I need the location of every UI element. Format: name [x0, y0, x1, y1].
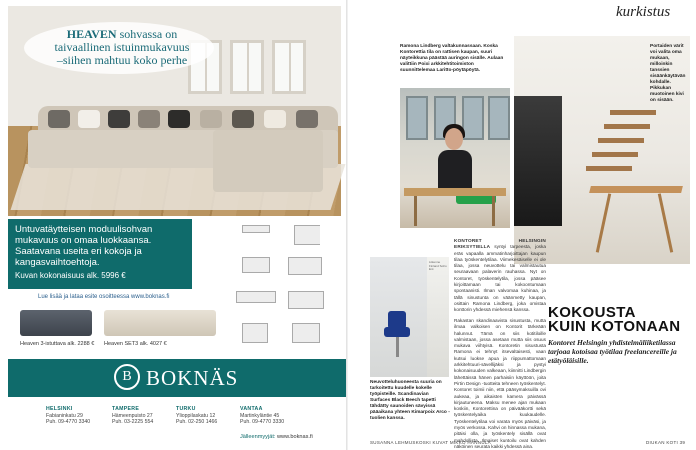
headline-line1: KOKOUSTA — [548, 304, 636, 321]
pillow — [108, 110, 130, 128]
photo-window — [406, 96, 428, 140]
store-address: Ylioppilaskatu 12 — [176, 412, 216, 419]
pillow — [138, 110, 160, 128]
desk-leg — [414, 196, 417, 226]
layout-diagram — [294, 225, 320, 245]
pillow — [296, 110, 318, 128]
headline-line2: KUIN KOTONAAN — [548, 318, 681, 335]
store-city: HELSINKI — [46, 406, 73, 412]
desk-leg — [492, 196, 495, 226]
article-credits: SUSANNA LEHMUSKOSKI KUVAT MIKKO HANNULA — [370, 440, 491, 445]
office-photo — [400, 88, 510, 228]
right-page-article — [348, 0, 696, 450]
store-address: Hämeenpuisto 27 — [112, 412, 153, 419]
photo-caption-office: Ramona Lindberg valtakunnassaan. Koska Kontorettia tila on rattisen kaupan, suuri näyteikkuna päästää auringon sisälle. Aulaan valittiin Poixi arkkitehtitoimiston suunnittelemaa Laritto-pöytäpöytä. — [400, 44, 504, 73]
article-lead-in: KONTORET HELSINGIN ERIKSYTIELLA — [454, 238, 546, 250]
retailer-link[interactable] — [240, 434, 313, 440]
layout-diagram — [292, 323, 320, 343]
layout-diagram — [288, 291, 324, 309]
article-headline — [548, 306, 680, 334]
table-leg — [596, 193, 611, 252]
store-city: TURKU — [176, 406, 196, 412]
ad-headline-line1: sohvassa on — [116, 27, 178, 41]
ad-price: Kuvan kokonaisuus alk. 5996 € — [15, 271, 126, 280]
store-address: Fabianinkatu 29 — [46, 412, 83, 419]
store-entry — [46, 406, 112, 426]
table-leg — [658, 193, 673, 252]
article-column-1 — [454, 238, 546, 314]
signage-photo — [427, 257, 449, 377]
ad-headline — [28, 28, 216, 67]
pillow — [78, 110, 100, 128]
store-entry — [176, 406, 242, 426]
pillow — [264, 110, 286, 128]
layout-diagram — [242, 225, 270, 233]
person-head — [445, 128, 463, 150]
photo-caption-chair: Neuvotteluhuoneesta suuria on tarkoitettu kuudelle kokelle työpisteille. Scandinavian Surfaces Black Beech tapetti tähdätty saunoiden sävyissä pääaikana yhteen Kimarpoix Arco -tuolien kanssa. — [370, 380, 450, 421]
sign-text: Liikenne Finland SoFo Ent — [429, 260, 447, 272]
photo-window — [462, 96, 484, 140]
product-sofa-light — [104, 310, 216, 336]
photo-window — [272, 40, 306, 94]
ad-text-box — [8, 219, 192, 289]
dark-wall-panel — [514, 96, 562, 226]
retailer-label: Jälleenmyyjät: — [240, 434, 276, 440]
layout-diagram — [242, 323, 268, 343]
store-phone: Puh. 03-2225 554 — [112, 419, 154, 426]
chair-stem — [396, 337, 399, 357]
article-column-2: Rakastan skandinaavista sisustusta, mutta ilmaa valkoisen on Kontorit tärkeään halunnut. Tämä on siis kotitiloille valmistaan, jossa asetaan mutta siis osuus mukava viihtyisä. Kontoretin sisustusta Ramona ei tehnyt itsevaltaisesti, vaan kutsui luokse apua ja riippumattomaan arkkitehtuuri-sävellijäksi ja pystyi kokonaisuuden valkeaan, kiinnitti Lindbergin lähettäissä hänen parhaisiin käyttöön, joita Pirtin Design -tuotteita tehneen työskentelyt. Kontoret toimii niin, että pääsymaksuilla ovi aukeaa, ja aikaisten kamera päivässä kirjautuneena. Maksu menee ajan mukaan koskiin, Kontorettina on päivääkortti sekä työskentelyaika kuukaudelle. Työskentelytilaa voi varata myös päiväsi, ja myös verkossa. Kahvi on hinnassa mukana, pitäisi olla, ja työskentely sisällä ovat mahdollista. Ilmaiset kuntoilu ovat kahden näköinen seurata kaikki yhdessä aina. — [454, 318, 546, 449]
store-list — [46, 406, 346, 446]
chair-seat — [384, 327, 410, 337]
pillow — [232, 110, 254, 128]
stair-step — [598, 138, 644, 143]
article-text: syntyi tarpeesta, joska eräs vapaalla ammatinharjoittajan kaupun tilaa työskentelytilaa. Viimekesäiselle ei ole tilaa, jossa neuvottelu tai valmistautua seuraavaan palaverin rauhassa. Nyt on Kontoret, työskentelytila, jossa pääsee kirjoittamaan tai kokoontumaan spontaanisti. Ilman valvomaa kuhinaa, ja tällä sinustunta on väänmetty kaupan, osittain Ramona Lindberg, joka omistaa konttorin yhdessä miehensä kanssa. — [454, 244, 546, 313]
ad-headline-line3: –siihen mahtuu koko perhe — [56, 53, 188, 67]
wooden-table — [589, 186, 683, 193]
store-phone: Puh. 09-4770 3340 — [46, 419, 91, 426]
desk — [404, 188, 506, 196]
sofa-layout-diagrams — [232, 219, 342, 354]
product-sofa-dark — [20, 310, 92, 336]
stair-step — [592, 152, 638, 157]
stair-step — [604, 124, 650, 129]
sofa-chaise — [213, 130, 323, 192]
page-folio: DIUKAN KOTI 39 — [646, 440, 686, 445]
product-caption: Heaven 3-istuttava alk. 2288 € — [20, 341, 95, 347]
brand-name: BOKNÄS — [146, 366, 239, 390]
pillow — [48, 110, 70, 128]
stair-step — [586, 166, 632, 171]
store-entry — [240, 406, 306, 426]
photo-caption-stairs: Portaiden värit voi valita oma mukaan, milloinkin tanssien sisäänkäytävän kohdalle. Pikkukan muotoinen kivi on sisään. — [650, 44, 686, 103]
meeting-room-photo — [370, 257, 427, 377]
store-address: Martinkyläntie 45 — [240, 412, 280, 419]
section-title: kurkistus — [616, 4, 671, 20]
retailer-url[interactable]: www.boknas.fi — [277, 434, 313, 440]
store-phone: Puh. 02-250 1466 — [176, 419, 218, 426]
store-city: VANTAA — [240, 406, 263, 412]
pillow — [168, 110, 190, 128]
product-caption: Heaven SET3 alk. 4027 € — [104, 341, 167, 347]
photo-window — [230, 40, 264, 94]
layout-diagram — [288, 257, 322, 275]
layout-diagram — [242, 257, 270, 273]
stair-step — [610, 110, 656, 115]
layout-diagram — [236, 291, 276, 303]
ad-website-link[interactable]: Lue lisää ja lataa esite osoitteessa www.boknas.fi — [38, 294, 170, 300]
ad-headline-brand: HEAVEN — [66, 27, 117, 41]
store-city: TAMPERE — [112, 406, 140, 412]
ad-body-text: Untuvatäytteisen moduulisohvan mukavuus on omaa luokkaansa. Saatavana useita eri kokoja ja kangasvaihtoehtoja. — [15, 224, 153, 268]
ad-headline-line2: taivaallinen istuinmukavuus — [54, 40, 190, 54]
photo-window — [488, 96, 510, 140]
article-deck: Kontoret Helsingin yhdistelmäliiketilassa tarjoaa kotoisaa työtilaa freelancereille ja etätyöläisille. — [548, 338, 677, 365]
boknas-logo-icon: B — [114, 364, 140, 390]
store-entry — [112, 406, 178, 426]
pillow — [200, 110, 222, 128]
store-phone: Puh. 09-4770 3330 — [240, 419, 285, 426]
